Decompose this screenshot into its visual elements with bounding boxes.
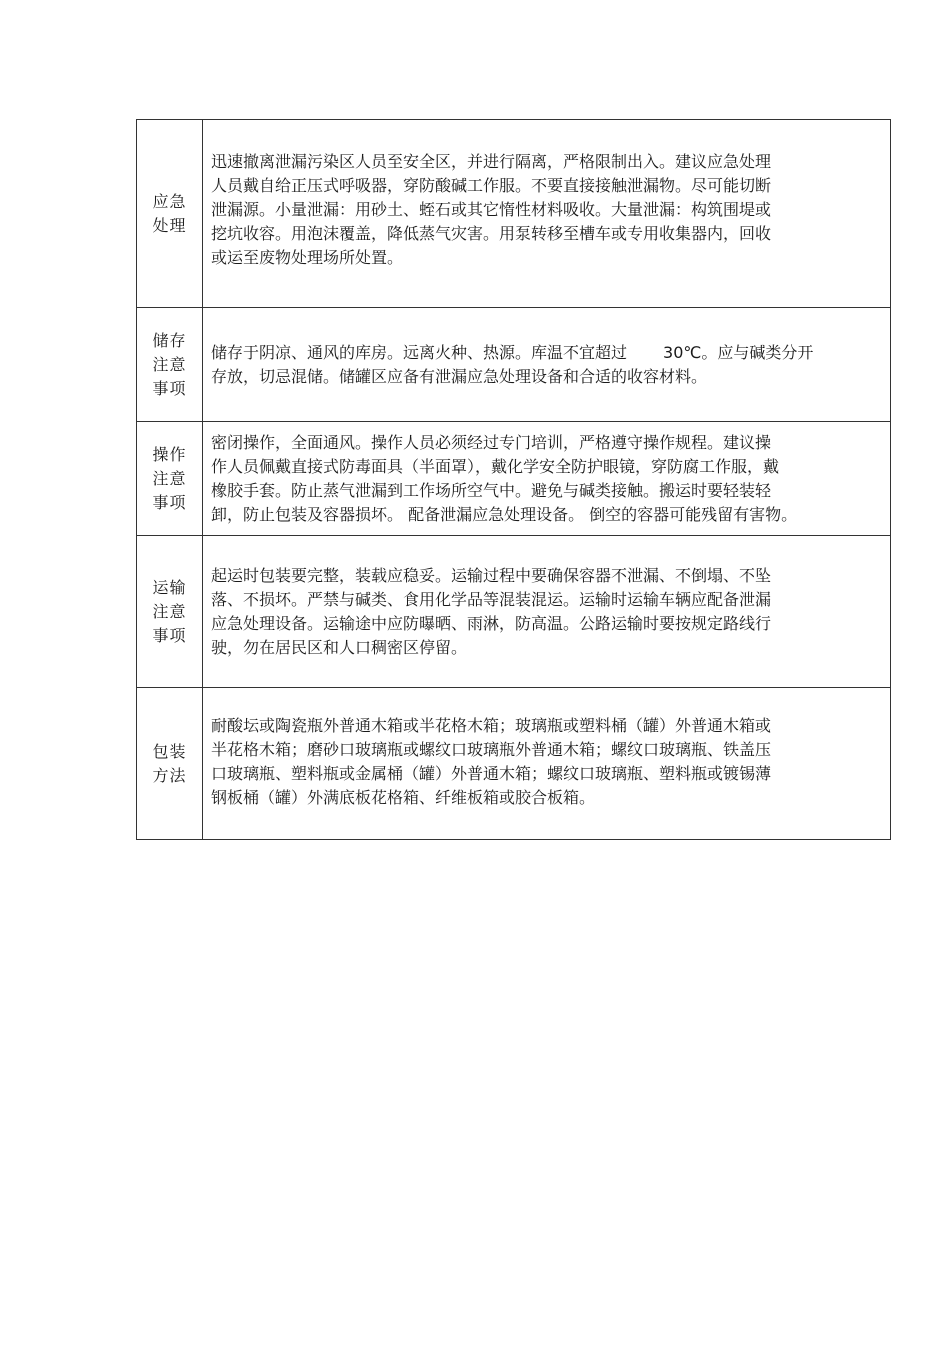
content-line — [211, 341, 882, 365]
row-label-cell — [137, 536, 203, 688]
content-line: 耐酸坛或陶瓷瓶外普通木箱或半花格木箱；玻璃瓶或塑料桶（罐）外普通木箱或 — [211, 716, 772, 735]
content-line: 泄漏源。小量泄漏：用砂土、蛭石或其它惰性材料吸收。大量泄漏：构筑围堤或 — [211, 200, 772, 219]
row-label-line: 注意 — [152, 468, 187, 488]
row-label-line: 事项 — [152, 492, 187, 512]
table-row-storage — [137, 308, 891, 422]
row-label-line: 包装 — [152, 741, 187, 761]
safety-info-table — [136, 119, 891, 840]
row-label-cell — [137, 308, 203, 422]
row-content-cell — [203, 308, 891, 422]
row-content-cell — [203, 536, 891, 688]
row-label-line: 运输 — [152, 577, 187, 597]
content-fragment: 储存于阴凉、通风的库房。远离火种、热源。库温不宜超过 — [211, 342, 628, 362]
content-line: 应急处理设备。运输途中应防曝晒、雨淋，防高温。公路运输时要按规定路线行 — [211, 613, 772, 633]
content-line: 口玻璃瓶、塑料瓶或金属桶（罐）外普通木箱；螺纹口玻璃瓶、塑料瓶或镀锡薄 — [211, 764, 772, 783]
content-line: 人员戴自给正压式呼吸器，穿防酸碱工作服。不要直接接触泄漏物。尽可能切断 — [211, 176, 772, 195]
content-line: 作人员佩戴直接式防毒面具（半面罩），戴化学安全防护眼镜，穿防腐工作服，戴 — [211, 456, 780, 476]
row-label-line: 处理 — [152, 215, 187, 235]
row-label-line: 操作 — [152, 444, 187, 464]
row-label-line: 应急 — [152, 191, 187, 211]
content-line: 橡胶手套。防止蒸气泄漏到工作场所空气中。避免与碱类接触。搬运时要轻装轻 — [211, 480, 772, 500]
content-line: 驶，勿在居民区和人口稠密区停留。 — [211, 637, 468, 657]
row-label-line: 方法 — [152, 765, 187, 785]
content-line: 密闭操作，全面通风。操作人员必须经过专门培训，严格遵守操作规程。建议操 — [211, 432, 772, 452]
row-label-line: 事项 — [152, 625, 187, 645]
row-label-line: 储存 — [152, 330, 187, 350]
row-label-cell — [137, 120, 203, 308]
content-line: 钢板桶（罐）外满底板花格箱、纤维板箱或胶合板箱。 — [211, 788, 596, 807]
row-content-cell — [203, 120, 891, 308]
row-label-line: 事项 — [152, 378, 187, 398]
row-label-cell — [137, 688, 203, 840]
row-label-cell — [137, 422, 203, 536]
content-line: 迅速撤离泄漏污染区人员至安全区，并进行隔离，严格限制出入。建议应急处理 — [211, 152, 772, 171]
content-line: 或运至废物处理场所处置。 — [211, 248, 404, 267]
content-line: 挖坑收容。用泡沫覆盖，降低蒸气灾害。用泵转移至槽车或专用收集器内，回收 — [211, 224, 772, 243]
row-label-line: 注意 — [152, 601, 187, 621]
content-line: 卸，防止包装及容器损坏。 配备泄漏应急处理设备。 倒空的容器可能残留有害物。 — [211, 504, 798, 524]
table-row-packaging — [137, 688, 891, 840]
content-line: 半花格木箱；磨砂口玻璃瓶或螺纹口玻璃瓶外普通木箱；螺纹口玻璃瓶、铁盖压 — [211, 740, 772, 759]
content-line: 落、不损坏。严禁与碱类、食用化学品等混装混运。运输时运输车辆应配备泄漏 — [211, 589, 772, 609]
content-fragment: 30℃。应与碱类分开 — [663, 342, 814, 362]
content-line: 存放，切忌混储。储罐区应备有泄漏应急处理设备和合适的收容材料。 — [211, 366, 708, 386]
content-line: 起运时包装要完整，装载应稳妥。运输过程中要确保容器不泄漏、不倒塌、不坠 — [211, 565, 772, 585]
row-content-cell — [203, 688, 891, 840]
row-label-line: 注意 — [152, 354, 187, 374]
table-row-operation — [137, 422, 891, 536]
table-row-transport — [137, 536, 891, 688]
table-row-emergency — [137, 120, 891, 308]
row-content-cell — [203, 422, 891, 536]
